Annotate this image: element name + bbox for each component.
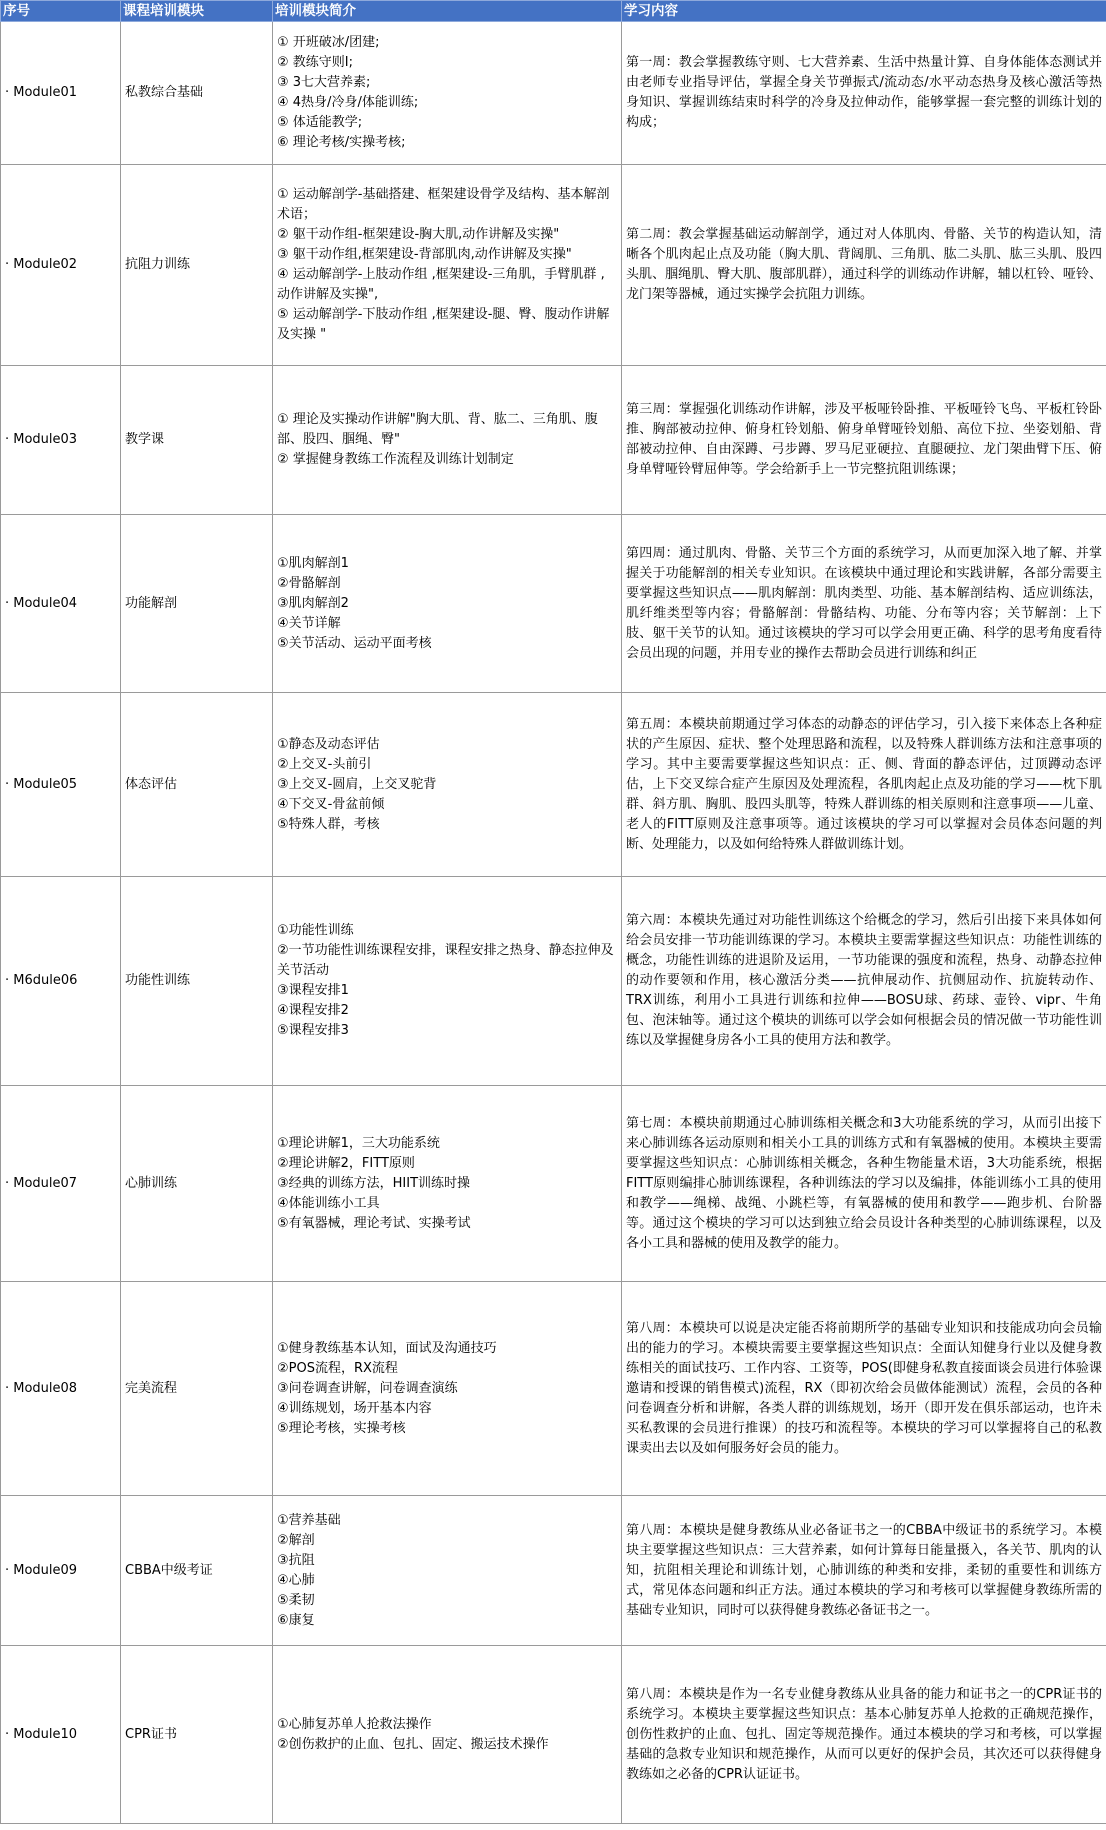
intro-item: ② 掌握健身教练工作流程及训练计划制定	[277, 452, 514, 467]
row-number: · Module01	[1, 22, 121, 165]
table-row	[1, 515, 1106, 693]
intro-item: ② 躯干动作组-框架建设-胸大肌,动作讲解及实操"	[277, 227, 560, 242]
table-row	[1, 22, 1106, 165]
row-module-intro	[273, 1496, 622, 1646]
header-learning-content: 学习内容	[622, 1, 1106, 22]
intro-item: ②一节功能性训练课程安排，课程安排之热身、静态拉伸及关节活动	[277, 943, 614, 978]
row-module-name: 私教综合基础	[121, 22, 273, 165]
table-row	[1, 877, 1106, 1086]
row-number: · Module03	[1, 366, 121, 515]
table-row	[1, 1282, 1106, 1496]
row-number: · Module04	[1, 515, 121, 693]
intro-item: ④下交叉-骨盆前倾	[277, 796, 385, 812]
table-row	[1, 1646, 1106, 1824]
row-module-intro	[273, 22, 622, 165]
row-module-name: 心肺训练	[121, 1086, 273, 1282]
intro-item: ③ 3七大营养素;	[277, 75, 371, 90]
intro-item: ③问卷调查讲解，问卷调查演练	[277, 1380, 458, 1396]
intro-item: ④课程安排2	[277, 1003, 349, 1018]
row-number: · Module08	[1, 1282, 121, 1496]
row-module-name: 完美流程	[121, 1282, 273, 1496]
table-body	[1, 22, 1106, 1824]
row-learning-content: 第二周：教会掌握基础运动解剖学，通过对人体肌肉、骨骼、关节的构造认知，清晰各个肌肉起止点及功能（胸大肌、背阔肌、三角肌、肱二头肌、肱三头肌、股四头肌、腘绳肌、臀大肌、腹部肌群），通过科学的训练动作讲解，辅以杠铃、哑铃、龙门架等器械，通过实操学会抗阻力训练。	[622, 165, 1106, 366]
intro-item: ⑤课程安排3	[277, 1023, 349, 1038]
intro-item: ⑤有氧器械，理论考试、实操考试	[277, 1215, 471, 1231]
row-learning-content: 第七周：本模块前期通过心肺训练相关概念和3大功能系统的学习，从而引出接下来心肺训练各运动原则和相关小工具的训练方式和有氧器械的使用。本模块主要需要掌握这些知识点：心肺训练相关概念，各种生物能量术语，3大功能系统，根据FITT原则编排心肺训练课程，各种训练法的学习以及编排，体能训练小工具的使用和教学——绳梯、战绳、小跳栏等，有氧器械的使用和教学——跑步机、台阶器等。通过这个模块的学习可以达到独立给会员设计各种类型的心肺训练课程，以及各小工具和器械的使用及教学的能力。	[622, 1086, 1106, 1282]
row-number: · M6dule06	[1, 877, 121, 1086]
intro-item: ①营养基础	[277, 1512, 341, 1528]
intro-item: ①心肺复苏单人抢救法操作	[277, 1716, 432, 1732]
row-module-intro	[273, 877, 622, 1086]
intro-item: ⑤ 体适能教学;	[277, 115, 363, 130]
table-row	[1, 1086, 1106, 1282]
intro-item: ④体能训练小工具	[277, 1195, 380, 1211]
header-module-name: 课程培训模块	[121, 1, 273, 22]
row-module-name: CPR证书	[121, 1646, 273, 1824]
row-module-name: 抗阻力训练	[121, 165, 273, 366]
row-module-intro	[273, 1086, 622, 1282]
intro-item: ②理论讲解2，FITT原则	[277, 1155, 415, 1171]
intro-item: ③肌肉解剖2	[277, 595, 349, 611]
intro-item: ⑥康复	[277, 1612, 315, 1628]
row-module-intro	[273, 693, 622, 877]
row-learning-content: 第八周：本模块是健身教练从业必备证书之一的CBBA中级证书的系统学习。本模块主要掌握这些知识点：三大营养素，如何计算每日能量摄入，各关节、肌肉的认知，抗阻相关理论和训练计划，心肺训练的种类和安排，柔韧的重要性和训练方式，常见体态问题和纠正方法。通过本模块的学习和考核可以掌握健身教练所需的基础专业知识，同时可以获得健身教练必备证书之一。	[622, 1496, 1106, 1646]
intro-item: ② 教练守则I;	[277, 55, 354, 70]
row-learning-content: 第八周：本模块是作为一名专业健身教练从业具备的能力和证书之一的CPR证书的系统学习。本模块主要掌握这些知识点：基本心肺复苏单人抢救的正确规范操作，创伤性救护的止血、包扎、固定等规范操作。通过本模块的学习和考核，可以掌握基础的急救专业知识和规范操作，从而可以更好的保护会员，其次还可以获得健身教练如之必备的CPR认证证书。	[622, 1646, 1106, 1824]
intro-item: ① 理论及实操动作讲解"胸大肌、背、肱二、三角肌、腹部、股四、腘绳、臀"	[277, 412, 598, 447]
intro-item: ① 开班破冰/团建;	[277, 35, 380, 50]
table-row	[1, 1496, 1106, 1646]
intro-item: ①理论讲解1，三大功能系统	[277, 1135, 440, 1151]
header-module-intro: 培训模块简介	[273, 1, 622, 22]
table-row	[1, 693, 1106, 877]
intro-item: ③课程安排1	[277, 983, 349, 998]
intro-item: ⑤理论考核，实操考核	[277, 1420, 406, 1436]
intro-item: ④关节详解	[277, 615, 341, 631]
intro-item: ①功能性训练	[277, 923, 354, 938]
row-learning-content: 第五周：本模块前期通过学习体态的动静态的评估学习，引入接下来体态上各种症状的产生原因、症状、整个处理思路和流程，以及特殊人群训练方法和注意事项的学习。其中主要需要掌握这些知识点：正、侧、背面的静态评估，过顶蹲动态评估，上下交叉综合症产生原因及处理流程，各肌肉起止点及功能的学习——枕下肌群、斜方肌、胸肌、股四头肌等，特殊人群训练的相关原则和注意事项——儿童、老人的FITT原则及注意事项等。通过该模块的学习可以掌握对会员体态问题的判断、处理能力，以及如何给特殊人群做训练计划。	[622, 693, 1106, 877]
intro-item: ⑤特殊人群，考核	[277, 816, 380, 832]
row-module-name: 体态评估	[121, 693, 273, 877]
intro-item: ③上交叉-圆肩，上交叉驼背	[277, 776, 437, 792]
intro-item: ⑤柔韧	[277, 1592, 315, 1608]
intro-item: ⑥ 理论考核/实操考核;	[277, 135, 406, 150]
table-row	[1, 165, 1106, 366]
row-number: · Module07	[1, 1086, 121, 1282]
row-number: · Module09	[1, 1496, 121, 1646]
intro-item: ④心肺	[277, 1572, 315, 1588]
header-row	[1, 1, 1106, 22]
intro-item: ④训练规划，场开基本内容	[277, 1400, 432, 1416]
table-header	[1, 1, 1106, 22]
intro-item: ⑤关节活动、运动平面考核	[277, 635, 432, 651]
row-number: · Module02	[1, 165, 121, 366]
intro-item: ①肌肉解剖1	[277, 555, 349, 571]
intro-item: ②创伤救护的止血、包扎、固定、搬运技术操作	[277, 1736, 549, 1752]
row-learning-content: 第四周：通过肌肉、骨骼、关节三个方面的系统学习，从而更加深入地了解、并掌握关于功能解剖的相关专业知识。在该模块中通过理论和实践讲解，各部分需要主要掌握这些知识点——肌肉解剖：肌肉类型、功能、基本解剖结构、适应训练法，肌纤维类型等内容；骨骼解剖：骨骼结构、功能、分布等内容；关节解剖：上下肢、躯干关节的认知。通过该模块的学习可以学会用更正确、科学的思考角度看待会员出现的问题，并用专业的操作去帮助会员进行训练和纠正	[622, 515, 1106, 693]
row-module-intro	[273, 515, 622, 693]
row-learning-content: 第六周：本模块先通过对功能性训练这个给概念的学习，然后引出接下来具体如何给会员安排一节功能训练课的学习。本模块主要需掌握这些知识点：功能性训练的概念，功能性训练的进退阶及运用，一节功能课的强度和流程，热身、动静态拉伸的动作要领和作用，核心激活分类——抗伸展动作、抗侧屈动作、抗旋转动作、TRX训练，利用小工具进行训练和拉伸——BOSU球、药球、壶铃、vipr、牛角包、泡沫轴等。通过这个模块的训练可以学会如何根据会员的情况做一节功能性训练以及掌握健身房各小工具的使用方法和教学。	[622, 877, 1106, 1086]
intro-item: ④ 运动解剖学-上肢动作组 ,框架建设-三角肌，手臂肌群 ,动作讲解及实操",	[277, 267, 605, 302]
row-module-name: 教学课	[121, 366, 273, 515]
row-module-name: CBBA中级考证	[121, 1496, 273, 1646]
row-learning-content: 第八周：本模块可以说是决定能否将前期所学的基础专业知识和技能成功向会员输出的能力的学习。本模块需要主要掌握这些知识点：全面认知健身行业以及健身教练相关的面试技巧、工作内容、工资等，POS(即健身私教直接面谈会员进行体验课邀请和授课的销售模式)流程，RX（即初次给会员做体能测试）流程，会员的各种问卷调查分析和讲解，各类人群的训练规划，场开（即开发在俱乐部运动，也许未买私教课的会员进行推课）的技巧和流程等。本模块的学习可以掌握将自己的私教课卖出去以及如何服务好会员的能力。	[622, 1282, 1106, 1496]
row-number: · Module10	[1, 1646, 121, 1824]
intro-item: ②上交叉-头前引	[277, 756, 372, 772]
row-learning-content: 第三周：掌握强化训练动作讲解，涉及平板哑铃卧推、平板哑铃飞鸟、平板杠铃卧推、胸部被动拉伸、俯身杠铃划船、俯身单臂哑铃划船、高位下拉、坐姿划船、背部被动拉伸、自由深蹲、弓步蹲、罗马尼亚硬拉、直腿硬拉、龙门架曲臂下压、俯身单臂哑铃臂屈伸等。学会给新手上一节完整抗阻训练课；	[622, 366, 1106, 515]
intro-item: ③经典的训练方法，HIIT训练时操	[277, 1175, 471, 1191]
intro-item: ②解剖	[277, 1532, 315, 1548]
intro-item: ⑤ 运动解剖学-下肢动作组 ,框架建设-腿、臀、腹动作讲解及实操 "	[277, 307, 610, 342]
row-module-intro	[273, 165, 622, 366]
row-module-intro	[273, 1282, 622, 1496]
row-module-name: 功能解剖	[121, 515, 273, 693]
intro-item: ①静态及动态评估	[277, 736, 380, 752]
row-module-name: 功能性训练	[121, 877, 273, 1086]
row-number: · Module05	[1, 693, 121, 877]
table-row	[1, 366, 1106, 515]
row-module-intro	[273, 366, 622, 515]
intro-item: ③ 躯干动作组,框架建设-背部肌肉,动作讲解及实操"	[277, 247, 572, 262]
intro-item: ②骨骼解剖	[277, 575, 341, 591]
intro-item: ①健身教练基本认知，面试及沟通技巧	[277, 1340, 497, 1356]
header-number: 序号	[1, 1, 121, 22]
row-learning-content: 第一周：教会掌握教练守则、七大营养素、生活中热量计算、自身体能体态测试并由老师专业指导评估，掌握全身关节弹振式/流动态/水平动态热身及核心激活等热身知识、掌握训练结束时科学的冷身及拉伸动作，能够掌握一套完整的训练计划的构成；	[622, 22, 1106, 165]
intro-item: ③抗阻	[277, 1552, 315, 1568]
intro-item: ① 运动解剖学-基础搭建、框架建设骨学及结构、基本解剖术语；	[277, 187, 610, 222]
row-module-intro	[273, 1646, 622, 1824]
intro-item: ②POS流程，RX流程	[277, 1360, 398, 1376]
intro-item: ④ 4热身/冷身/体能训练;	[277, 95, 419, 110]
